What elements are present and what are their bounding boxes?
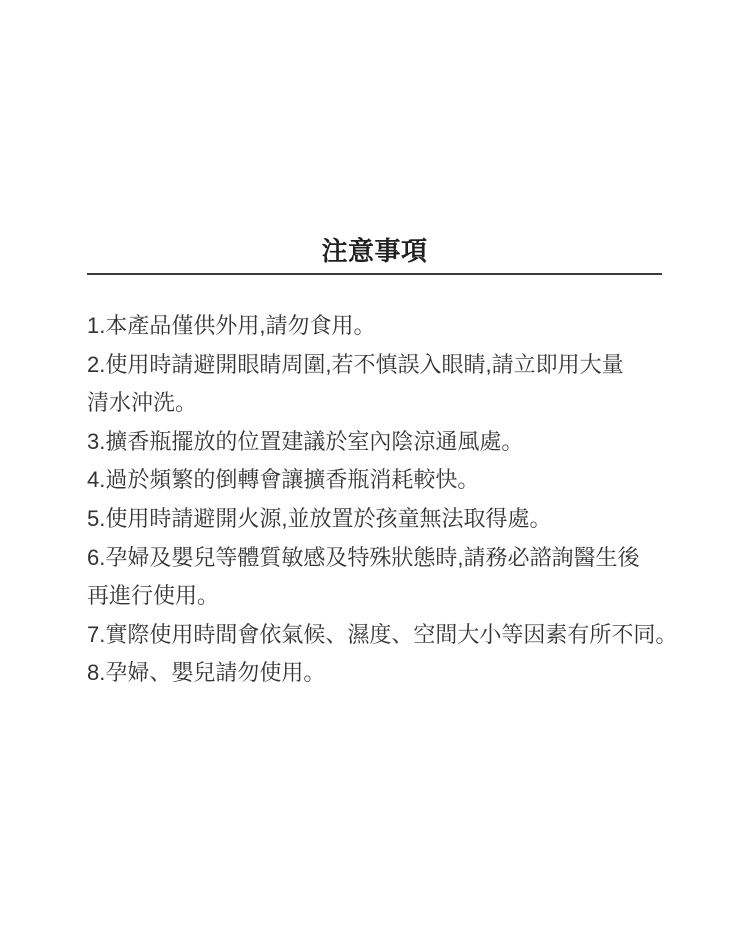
notice-item bbox=[87, 654, 662, 693]
notice-item bbox=[87, 423, 662, 462]
notice-item-line: 1.本產品僅供外用,請勿食用。 bbox=[87, 313, 376, 338]
notice-item-line: 再進行使用。 bbox=[87, 583, 220, 609]
notice-item-line: 4.過於頻繁的倒轉會讓擴香瓶消耗較快。 bbox=[87, 467, 480, 493]
notice-item bbox=[87, 539, 662, 616]
notice-item-line: 3.擴香瓶擺放的位置建議於室內陰涼通風處。 bbox=[87, 428, 524, 454]
title-divider bbox=[87, 273, 662, 275]
notice-item bbox=[87, 307, 662, 346]
notice-item bbox=[87, 461, 662, 500]
notice-item bbox=[87, 500, 662, 539]
notice-item bbox=[87, 346, 662, 423]
notice-item-line: 7.實際使用時間會依氣候、濕度、空間大小等因素有所不同。 bbox=[87, 621, 678, 647]
notice-item bbox=[87, 616, 678, 655]
notice-item-line: 2.使用時請避開眼睛周圍,若不慎誤入眼睛,請立即用大量 bbox=[87, 351, 624, 377]
notice-item-line: 8.孕婦、嬰兒請勿使用。 bbox=[87, 660, 326, 686]
notice-item-line: 清水沖洗。 bbox=[87, 390, 198, 416]
notice-title: 注意事項 bbox=[321, 236, 428, 266]
notice-content bbox=[87, 236, 678, 693]
notice-item-line: 5.使用時請避開火源,並放置於孩童無法取得處。 bbox=[87, 505, 552, 531]
notice-item-line: 6.孕婦及嬰兒等體質敏感及特殊狀態時,請務必諮詢醫生後 bbox=[87, 544, 640, 570]
notice-list bbox=[87, 307, 678, 693]
